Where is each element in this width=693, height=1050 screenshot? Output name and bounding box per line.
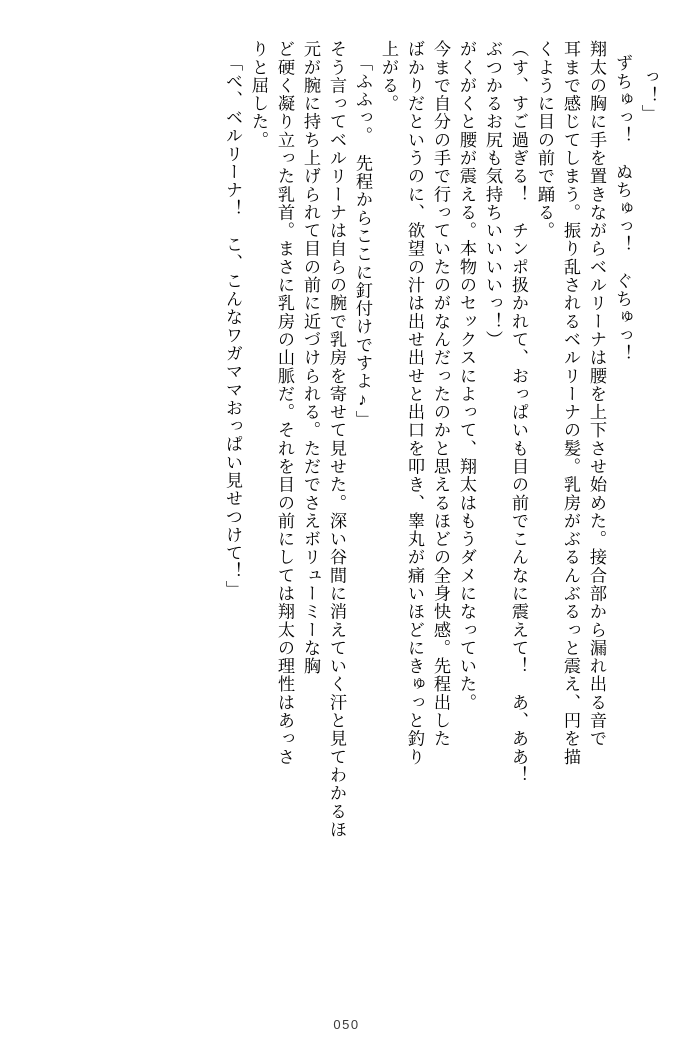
- text-line: 翔太の胸に手を置きながらベルリーナは腰を上下させ始めた。接合部から漏れ出る音で: [587, 40, 606, 748]
- page-number: 050: [333, 1017, 360, 1032]
- text-line: りと屈した。: [249, 40, 268, 149]
- text-line: がくがくと腰が震える。本物のセックスによって、翔太はもうダメになっていた。: [457, 40, 476, 712]
- text-line: 「べ、ベルリーナ！ こ、こんなワガママおっぱい見せつけて！」: [223, 54, 242, 599]
- text-line: 耳まで感じてしまう。振り乱されるベルリーナの髪。乳房がぶるんぶるっと震え、円を描: [561, 40, 580, 766]
- text-line: っ！」: [639, 68, 658, 123]
- text-line: くように目の前で踊る。: [535, 40, 554, 240]
- text-line: （す、すご過ぎる！ チンポ扱かれて、おっぱいも目の前でこんなに震えて！ あ、ああ！: [509, 40, 528, 784]
- text-line: 元が腕に持ち上げられて目の前に近づけられる。ただでさえボリューミーな胸: [301, 40, 320, 676]
- text-line: ばかりだというのに、欲望の汁は出せ出せと出口を叩き、睾丸が痛いほどにきゅっと釣り: [405, 40, 424, 766]
- text-line: 今まで自分の手で行っていたのがなんだったのかと思えるほどの全身快感。先程出した: [431, 40, 450, 748]
- text-line: ずちゅっ！ ぬちゅっ！ ぐちゅっ！: [613, 54, 632, 363]
- text-line: ど硬く凝り立った乳首。まさに乳房の山脈だ。それを目の前にしては翔太の理性はあっさ: [275, 40, 294, 766]
- text-line: 「ふふっ。 先程からここに釘付けですよ♪」: [353, 54, 372, 429]
- vertical-text-body: [36, 40, 657, 990]
- text-line: ぶつかるお尻も気持ちいいいいっ！）: [483, 40, 502, 349]
- text-line: そう言ってベルリーナは自らの腕で乳房を寄せて見せた。深い谷間に消えていく汗と見てわかるほ: [327, 40, 346, 839]
- text-line: 上がる。: [379, 40, 398, 113]
